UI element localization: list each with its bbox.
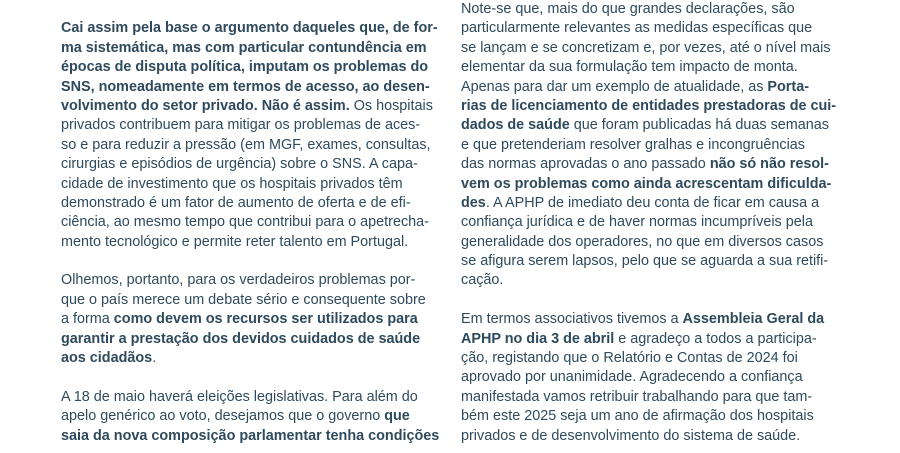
body-text: aprovado por unanimidade. Agradecendo a confiança: [461, 369, 803, 386]
body-text: . A APHP de imediato deu conta de ficar em causa a: [485, 194, 820, 211]
text-line: [461, 349, 839, 368]
bold-text: ma sistemática, mas com particular contundência em: [61, 39, 427, 56]
paragraph-gap: [61, 368, 439, 387]
body-text: e que pretenderiam resolver gralhas e incongruências: [461, 136, 805, 153]
text-line: [461, 97, 839, 116]
bold-text: saia da nova composição parlamentar tenha condições: [61, 427, 440, 444]
paragraph: [461, 0, 839, 291]
body-text: demonstrado é um fator de aumento de oferta e de efi-: [61, 194, 411, 211]
text-line: [461, 19, 839, 38]
text-line: [61, 97, 439, 116]
text-line: [461, 330, 839, 349]
text-line: [61, 19, 439, 38]
text-line: [461, 407, 839, 426]
text-line: [461, 175, 839, 194]
text-line: [461, 194, 839, 213]
text-line: [461, 39, 839, 58]
text-line: [61, 58, 439, 77]
body-text: das normas aprovadas o ano passado: [461, 156, 710, 173]
paragraph: [61, 271, 439, 368]
bold-text: Assembleia Geral da: [682, 311, 825, 328]
bold-text: dados de saúde: [461, 117, 570, 134]
bold-text: aos cidadãos: [61, 350, 153, 367]
body-text: Note-se que, mais do que grandes declarações, são: [461, 1, 795, 17]
paragraph: [61, 388, 439, 446]
text-line: [461, 155, 839, 174]
body-text: ção, registando que o Relatório e Contas de 2024 foi: [461, 350, 798, 367]
text-line: [61, 233, 439, 252]
body-text: generalidade dos operadores, no que em diversos casos: [461, 233, 824, 250]
body-text: cidade de investimento que os hospitais privados têm: [61, 175, 403, 192]
article-column-left: [61, 0, 439, 446]
body-text: particularmente relevantes as medidas específicas que: [461, 20, 813, 37]
top-spacer: [61, 0, 439, 19]
text-line: [461, 368, 839, 387]
text-line: [61, 213, 439, 232]
bold-text: como devem os recursos ser utilizados para: [113, 311, 418, 328]
text-line: [61, 136, 439, 155]
body-text: mento tecnológico e permite reter talento em Portugal.: [61, 233, 409, 250]
body-text: A 18 de maio haverá eleições legislativas. Para além do: [61, 388, 418, 405]
bold-text: SNS, nomeadamente em termos de acesso, ao desen-: [61, 78, 430, 95]
article-column-right: [461, 0, 839, 446]
text-line: [461, 233, 839, 252]
text-line: [61, 78, 439, 97]
text-line: [461, 78, 839, 97]
text-line: [461, 213, 839, 232]
body-text: .: [152, 350, 157, 367]
bold-text: Porta-: [767, 78, 809, 95]
body-text: privados contribuem para mitigar os problemas de aces-: [61, 117, 421, 134]
bold-text: APHP no dia 3 de abril: [461, 330, 615, 347]
text-line: [461, 388, 839, 407]
text-line: [461, 310, 839, 329]
bold-text: rias de licenciamento de entidades prestadoras de cui-: [461, 97, 837, 114]
body-text: e agradeço a todos a participa-: [614, 330, 817, 347]
body-text: bém este 2025 seja um ano de afirmação dos hospitais: [461, 408, 814, 425]
text-line: [461, 58, 839, 77]
paragraph: [61, 19, 439, 252]
text-line: [461, 252, 839, 271]
text-line: [461, 136, 839, 155]
text-line: [61, 194, 439, 213]
bold-text: des: [461, 194, 486, 211]
paragraph-gap: [61, 252, 439, 271]
body-text: cirurgias e episódios de urgência) sobre o SNS. A capa-: [61, 156, 418, 173]
text-line: [61, 330, 439, 349]
text-line: [61, 155, 439, 174]
text-line: [461, 271, 839, 290]
text-line: [461, 0, 839, 19]
bold-text: volvimento do setor privado. Não é assim.: [61, 97, 350, 114]
body-text: ciência, ao mesmo tempo que contribui para o apetrecha-: [61, 214, 429, 231]
bold-text: vem os problemas como ainda acrescentam dificulda-: [461, 175, 832, 192]
body-text: Em termos associativos tivemos a: [461, 311, 683, 328]
bold-text: Cai assim pela base o argumento daqueles que, de for-: [61, 20, 438, 37]
body-text: que foram publicadas há duas semanas: [569, 117, 829, 134]
text-line: [61, 427, 439, 446]
body-text: que o país merece um debate sério e consequente sobre: [61, 291, 426, 308]
text-line: [61, 175, 439, 194]
body-text: confiança jurídica e de haver normas incumpríveis pela: [461, 214, 813, 231]
body-text: Olhemos, portanto, para os verdadeiros problemas por-: [61, 272, 416, 289]
bold-text: que: [384, 408, 410, 425]
text-line: [61, 39, 439, 58]
bold-text: épocas de disputa política, imputam os problemas do: [61, 59, 429, 76]
body-text: elementar da sua formulação tem impacto de monta.: [461, 59, 798, 76]
body-text: cação.: [461, 272, 504, 289]
body-text: Os hospitais: [349, 97, 433, 114]
text-line: [461, 116, 839, 135]
body-text: se afigura serem lapsos, pelo que se aguarda a sua retifi-: [461, 253, 829, 270]
paragraph-gap: [461, 291, 839, 310]
text-line: [461, 427, 839, 446]
text-line: [61, 116, 439, 135]
body-text: Apenas para dar um exemplo de atualidade, as: [461, 78, 768, 95]
text-line: [61, 349, 439, 368]
body-text: manifestada vamos retribuir trabalhando para que tam-: [461, 388, 813, 405]
paragraph: [461, 310, 839, 446]
body-text: apelo genérico ao voto, desejamos que o governo: [61, 408, 385, 425]
body-text: se lançam e se concretizam e, por vezes, até o nível mais: [461, 39, 831, 56]
text-line: [61, 271, 439, 290]
body-text: privados e de desenvolvimento do sistema de saúde.: [461, 427, 801, 444]
text-line: [61, 291, 439, 310]
text-line: [61, 388, 439, 407]
body-text: a forma: [61, 311, 114, 328]
body-text: so e para reduzir a pressão (em MGF, exames, consultas,: [61, 136, 431, 153]
bold-text: não só não resol-: [709, 156, 829, 173]
bold-text: garantir a prestação dos devidos cuidados de saúde: [61, 330, 421, 347]
text-line: [61, 310, 439, 329]
text-line: [61, 407, 439, 426]
